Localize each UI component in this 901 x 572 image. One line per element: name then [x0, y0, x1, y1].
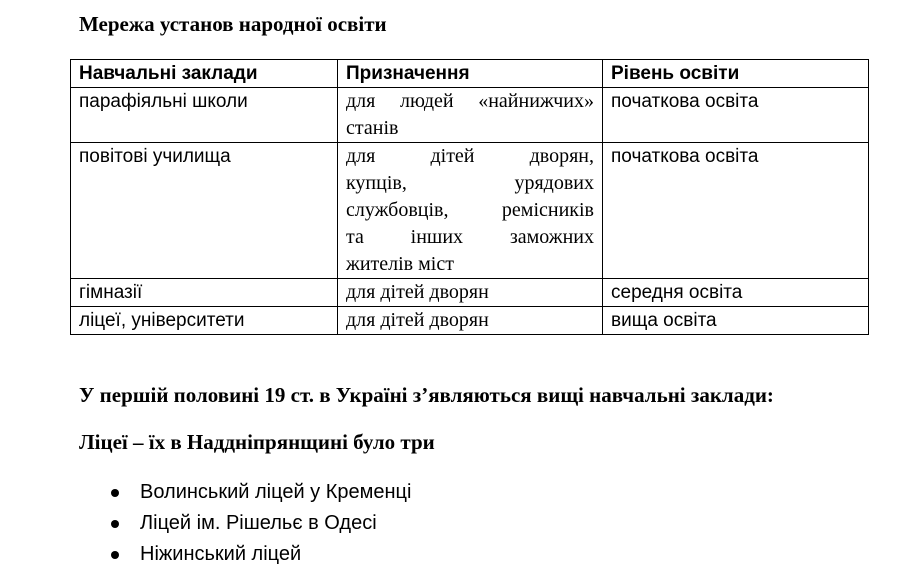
institution-cell: повітові училища [71, 143, 338, 279]
table-row [71, 143, 869, 279]
purpose-line: для дітей дворян, [346, 145, 594, 167]
purpose-line: та інших заможних [346, 226, 594, 248]
institution-cell: гімназії [71, 279, 338, 307]
list-item [0, 508, 411, 539]
list-item [0, 477, 411, 508]
level-cell: початкова освіта [603, 88, 869, 143]
header-institutions: Навчальні заклади [71, 60, 338, 88]
document-title: Мережа установ народної освіти [79, 12, 387, 36]
header-level: Рівень освіти [603, 60, 869, 88]
purpose-line: жителів міст [346, 253, 454, 275]
purpose-cell [338, 307, 603, 335]
purpose-cell [338, 88, 603, 143]
section-heading-lyceums: Ліцеї – їх в Наддніпрянщині було три [79, 430, 435, 454]
list-item-label: Волинський ліцей у Кременці [140, 481, 412, 503]
table-row [71, 88, 869, 143]
level-cell: початкова освіта [603, 143, 869, 279]
table-header-row [71, 60, 869, 88]
table-row [71, 279, 869, 307]
institution-cell: парафіяльні школи [71, 88, 338, 143]
bullet-icon [111, 520, 119, 528]
institutions-table [70, 59, 869, 335]
purpose-cell [338, 143, 603, 279]
purpose-cell [338, 279, 603, 307]
purpose-line: для дітей дворян [346, 281, 489, 303]
bullet-icon [111, 551, 119, 559]
table-row [71, 307, 869, 335]
lyceum-list [0, 477, 411, 570]
section-heading-higher-education: У першій половині 19 ст. в Україні з’являються вищі навчальні заклади: [79, 383, 774, 407]
purpose-line: купців, урядових [346, 172, 594, 194]
purpose-line: станів [346, 117, 399, 139]
purpose-line: службовців, ремісників [346, 199, 594, 221]
level-cell: вища освіта [603, 307, 869, 335]
list-item-label: Ніжинський ліцей [140, 543, 302, 565]
list-item [0, 539, 411, 570]
header-purpose: Призначення [338, 60, 603, 88]
list-item-label: Ліцей ім. Рішельє в Одесі [140, 512, 377, 534]
institution-cell: ліцеї, університети [71, 307, 338, 335]
bullet-icon [111, 489, 119, 497]
purpose-line: для дітей дворян [346, 309, 489, 331]
level-cell: середня освіта [603, 279, 869, 307]
purpose-line: для людей «найнижчих» [346, 90, 594, 112]
